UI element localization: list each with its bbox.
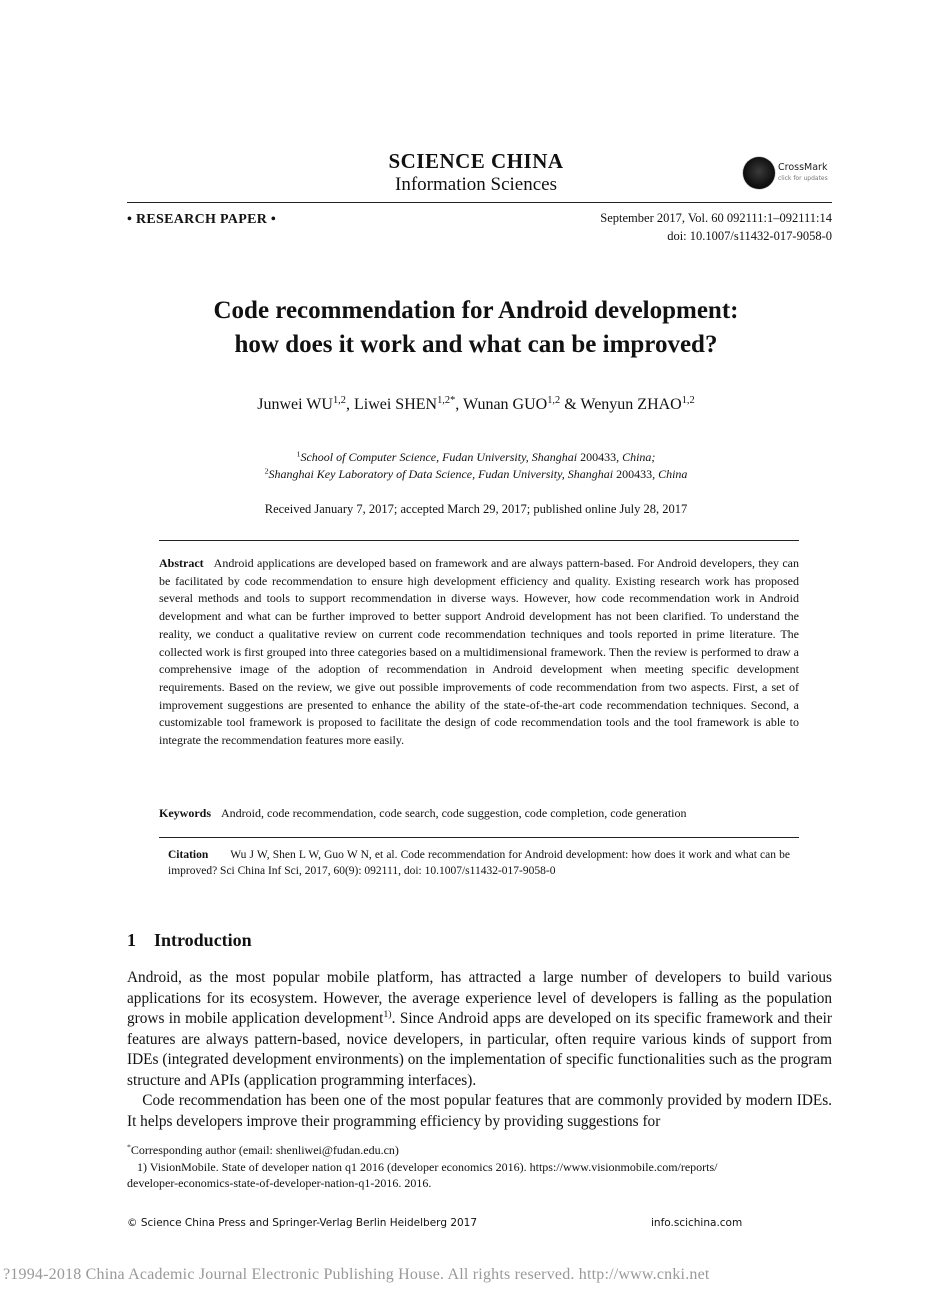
abstract xyxy=(159,555,799,750)
author-sep: , xyxy=(345,396,354,413)
footnote-corresponding xyxy=(127,1142,832,1159)
title-line-2: how does it work and what can be improved? xyxy=(234,331,718,358)
footnote-1-cont: developer-economics-state-of-developer-nation-q1-2016. 2016. xyxy=(127,1176,432,1190)
crossmark-badge[interactable] xyxy=(743,157,828,189)
publication-dates: Received January 7, 2017; accepted March 29, 2017; published online July 28, 2017 xyxy=(264,502,688,516)
paragraph xyxy=(127,968,832,1091)
affiliation-1 xyxy=(0,449,952,466)
author-sup: 1,2 xyxy=(332,394,346,406)
corresponding-text: Corresponding author (email: shenliwei@fudan.edu.cn) xyxy=(130,1143,399,1157)
journal-subtitle: Information Sciences xyxy=(395,174,557,195)
affil-sup: 2 xyxy=(264,466,269,476)
affil-code: 200433 xyxy=(616,467,653,481)
citation-text: Wu J W, Shen L W, Guo W N, et al. Code recommendation for Android development: how does it work and what can be improved? Sci China Inf Sci, 2017, 60(9): 092111, doi: 10.1007/s11432-017-9058-0 xyxy=(168,849,790,877)
section-number: 1 xyxy=(127,930,136,950)
corresponding-mark: * xyxy=(127,1142,131,1152)
footnote-1: 1) VisionMobile. State of developer nation q1 2016 (developer economics 2016). https://www.visionmobile.com/reports/ xyxy=(137,1159,718,1174)
author-sup: 1,2* xyxy=(437,394,456,406)
author-list xyxy=(0,396,952,414)
title-line-1: Code recommendation for Android development: xyxy=(213,297,739,324)
abstract-top-rule xyxy=(159,540,799,541)
abstract-bottom-rule xyxy=(159,837,799,838)
paragraph: Code recommendation has been one of the most popular features that are commonly provided by modern IDEs. It helps developers improve their programming efficiency by providing suggestions for xyxy=(127,1092,832,1130)
paper-title xyxy=(0,294,952,362)
crossmark-icon xyxy=(743,157,775,189)
journal-title: SCIENCE CHINA xyxy=(388,149,564,173)
author-sup: 1,2 xyxy=(547,394,561,406)
author-name: Wunan GUO xyxy=(462,396,548,413)
issue-line: September 2017, Vol. 60 092111:1–092111:14 xyxy=(600,211,832,225)
footnotes xyxy=(127,1142,832,1192)
article-type: • RESEARCH PAPER • xyxy=(127,212,277,227)
site-link[interactable]: info.scichina.com xyxy=(651,1217,743,1229)
section-title: Introduction xyxy=(154,930,252,950)
doi-line: doi: 10.1007/s11432-017-9058-0 xyxy=(667,229,832,243)
copyright: © Science China Press and Springer-Verlag Berlin Heidelberg 2017 xyxy=(127,1217,478,1229)
author-name: Liwei SHEN xyxy=(353,396,438,413)
keywords xyxy=(159,806,799,821)
affiliations xyxy=(0,449,952,483)
section-heading xyxy=(127,930,252,951)
affiliation-2 xyxy=(0,466,952,483)
affil-text: School of Computer Science, Fudan University, Shanghai xyxy=(300,450,578,464)
author-name: Junwei WU xyxy=(257,396,333,413)
cnki-watermark: ?1994-2018 China Academic Journal Electronic Publishing House. All rights reserved. http://www.cnki.net xyxy=(3,1266,710,1283)
keywords-text: Android, code recommendation, code search, code suggestion, code completion, code generation xyxy=(221,806,687,820)
affil-text: Shanghai Key Laboratory of Data Science, Fudan University, Shanghai xyxy=(268,467,614,481)
affil-code: 200433 xyxy=(580,450,617,464)
section-body xyxy=(127,968,832,1132)
affil-tail: , China; xyxy=(616,450,656,464)
affil-sup: 1 xyxy=(296,449,301,459)
paragraph-text: Android, as the most popular mobile platform, has attracted a large number of developers to build various applications for its ecosystem. However, the average experience level of developers is falling as the population grows in mobile application development xyxy=(127,969,832,1027)
affil-tail: , China xyxy=(652,467,688,481)
citation xyxy=(168,847,790,879)
issue-info xyxy=(432,209,832,245)
citation-label: Citation xyxy=(168,849,209,861)
author-name: Wenyun ZHAO xyxy=(580,396,682,413)
abstract-text: Android applications are developed based on framework and are always pattern-based. For Android developers, they can be facilitated by code recommendation to ensure high development efficiency and quality. Existing research work has proposed several methods and tools to support recommendation in diverse ways. However, how code recommendation work in Android development and what can be further improved to better support Android development has not been clarified. To understand the reality, we conduct a qualitative review on current code recommendation techniques and tools reported in prime literature. The collected work is first grouped into three categories based on a multidimensional framework. Then the review is performed to draw a comprehensive image of the adoption of recommendation in Android development when meeting specific development requirements. Based on the review, we give out possible improvements of code recommendation from two aspects. First, a set of improvement suggestions are presented to enhance the ability of the state-of-the-art code recommendation techniques. Second, a customizable tool framework is proposed to facilitate the design of code recommendation tools and the tool framework is able to integrate the recommendation features more easily. xyxy=(159,556,799,748)
crossmark-sub: click for updates xyxy=(778,175,828,182)
author-sep: , xyxy=(455,396,463,413)
author-sup: 1,2 xyxy=(681,394,695,406)
header-rule xyxy=(127,202,832,203)
footnote-ref[interactable]: 1) xyxy=(383,1009,392,1021)
keywords-label: Keywords xyxy=(159,806,211,820)
crossmark-label: CrossMark xyxy=(778,162,828,173)
abstract-label: Abstract xyxy=(159,556,204,570)
author-sep: & xyxy=(560,396,581,413)
paragraph-text: . Since Android apps are developed on its specific framework and their features are always pattern-based, novice developers, in particular, often require various kinds of support from IDEs (integrated development environments) on the implementation of specific functionalities such as the program structure and APIs (application programming interfaces). xyxy=(127,1010,833,1089)
